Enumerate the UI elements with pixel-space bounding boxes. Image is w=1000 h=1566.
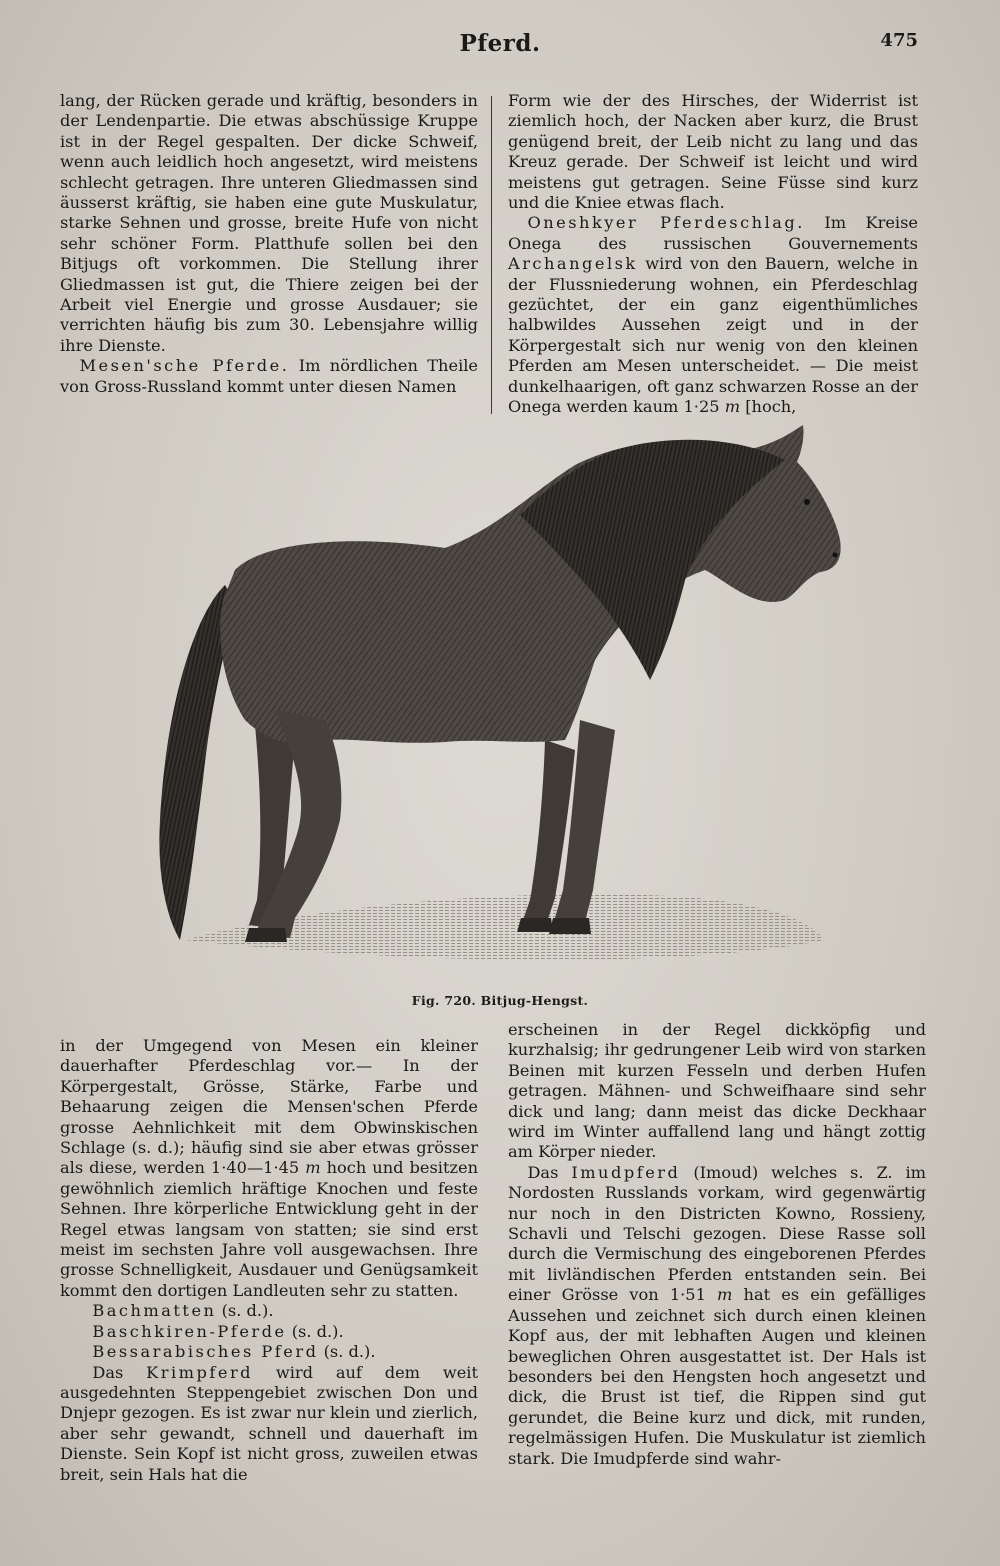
horse-eye xyxy=(804,499,810,505)
paragraph-krimpferd: Das Krimpferd wird auf dem weit ausgedehnten Steppengebiet zwischen Don und Dnjepr gezogen. Es ist zwar nur klein und zierlich, aber sehr gewandt, schnell und dauerhaft im Dienste. Sein Kopf ist nicht gross, zuweilen etwas breit, sein Hals hat die xyxy=(60,1362,478,1484)
entry-term-imudpferd: Imudpferd xyxy=(571,1162,681,1182)
cross-reference-bessarabisch: Bessarabisches Pferd (s. d.). xyxy=(92,1342,376,1362)
cross-reference-bachmatten: Bachmatten (s. d.). xyxy=(92,1301,274,1321)
figure-caption: Fig. 720. Bitjug-Hengst. xyxy=(411,993,589,1008)
top-left-column xyxy=(60,91,478,397)
entry-term-krimpferd: Krimpferd xyxy=(146,1362,254,1382)
entry-term-mesen: Mesen'sche Pferde. xyxy=(79,356,290,376)
page-number: 475 xyxy=(880,30,918,51)
paragraph-mesen-continued: in der Umgegend von Mesen ein kleiner dauerhafter Pferdeschlag vor.— In der Körpergestalt, Grösse, Stärke, Farbe und Behaarung zeigen die Mensen'schen Pferde grosse Aehnlichkeit mit dem Obwinskischen Schlage (s. d.); häufig sind sie aber etwas grösser als diese, werden 1·40—1·45 m hoch und besitzen gewöhnlich ziemlich hräftige Knochen und feste Sehnen. Ihre körperliche Entwicklung geht in der Regel etwas langsam von statten; sie sind erst meist im sechsten Jahre voll ausgewachsen. Ihre grosse Schnelligkeit, Ausdauer und Genügsamkeit kommt den dortigen Landleuten sehr zu statten. xyxy=(60,1036,479,1300)
bottom-left-column xyxy=(60,1036,478,1485)
horse-engraving-image xyxy=(145,420,865,975)
paragraph-bitjug-continued: lang, der Rücken gerade und kräftig, besonders in der Lendenpartie. Die etwas abschüssige Kruppe ist in der Regel gespalten. Der dicke Schweif, wenn auch leidlich hoch angesetzt, wird meistens schlecht getragen. Ihre unteren Gliedmassen sind äusserst kräftig, sie haben eine gute Muskulatur, starke Sehnen und grosse, breite Hufe von nicht sehr schöner Form. Platthufe sollen bei den Bitjugs oft vorkommen. Die Stellung ihrer Gliedmassen ist gut, die Thiere zeigen bei der Arbeit viel Energie und grosse Ausdauer; sie verrichten häufig bis zum 30. Lebensjahre willig ihre Dienste. xyxy=(60,91,478,355)
paragraph-krimpferd-continued: Form wie der des Hirsches, der Widerrist ist ziemlich hoch, der Nacken aber kurz, die Brust genügend breit, der Leib nicht zu lang und das Kreuz gerade. Der Schweif ist leicht und wird meistens gut getragen. Seine Füsse sind kurz und die Kniee etwas flach. xyxy=(508,91,918,213)
place-name-archangelsk: Archangelsk xyxy=(508,254,638,274)
paragraph-oneshkyer-continued: erscheinen in der Regel dickköpfig und kurzhalsig; ihr gedrungener Leib wird von starken Beinen mit kurzen Fesseln und derben Hufen getragen. Mähnen- und Schweifhaare sind sehr dick und lang; dann meist das dicke Deckhaar wird im Winter auffallend lang und hängt zottig am Körper nieder. xyxy=(508,1020,926,1162)
paragraph-mesen-intro: Mesen'sche Pferde. Im nördlichen Theile von Gross-Russland kommt unter diesen Namen xyxy=(60,356,478,396)
running-title: Pferd. xyxy=(459,30,541,57)
cross-reference-baschkiren: Baschkiren-Pferde (s. d.). xyxy=(92,1321,344,1341)
column-divider xyxy=(491,96,492,414)
horse-illustration xyxy=(145,420,865,975)
entry-term-oneshkyer: Oneshkyer Pferdeschlag. xyxy=(527,213,805,233)
paragraph-oneshkyer: Oneshkyer Pferdeschlag. Im Kreise Onega des russischen Gouvernements Archangelsk wird von den Bauern, welche in der Flussniederung wohnen, ein Pferdeschlag gezüchtet, der ein ganz eigenthümliches halbwildes Aussehen zeigt und in der Körpergestalt sich nur wenig von den kleinen Pferden am Mesen unterscheidet. — Die meist dunkelhaarigen, oft ganz schwarzen Rosse an der Onega werden kaum 1·25 m [hoch, xyxy=(508,213,918,417)
bottom-right-column xyxy=(508,1020,926,1469)
top-right-column xyxy=(508,91,918,418)
paragraph-imudpferd: Das Imudpferd (Imoud) welches s. Z. im Nordosten Russlands vorkam, wird gegenwärtig nur noch in den Districten Kowno, Rossieny, Schavli und Telschi gezogen. Diese Rasse soll durch die Vermischung des eingeborenen Pferdes mit livländischen Pferden entstanden sein. Bei einer Grösse von 1·51 m hat es ein gefälliges Aussehen und zeichnet sich durch einen kleinen Kopf aus, der mit lebhaften Augen und kleinen beweglichen Ohren ausgestattet ist. Der Hals ist besonders bei den Hengsten hoch angesetzt und dick, die Brust ist tief, die Rippen sind gut gerundet, die Beine kurz und dick, mit runden, regelmässigen Hufen. Die Muskulatur ist ziemlich stark. Die Imudpferde sind wahr- xyxy=(508,1162,926,1468)
